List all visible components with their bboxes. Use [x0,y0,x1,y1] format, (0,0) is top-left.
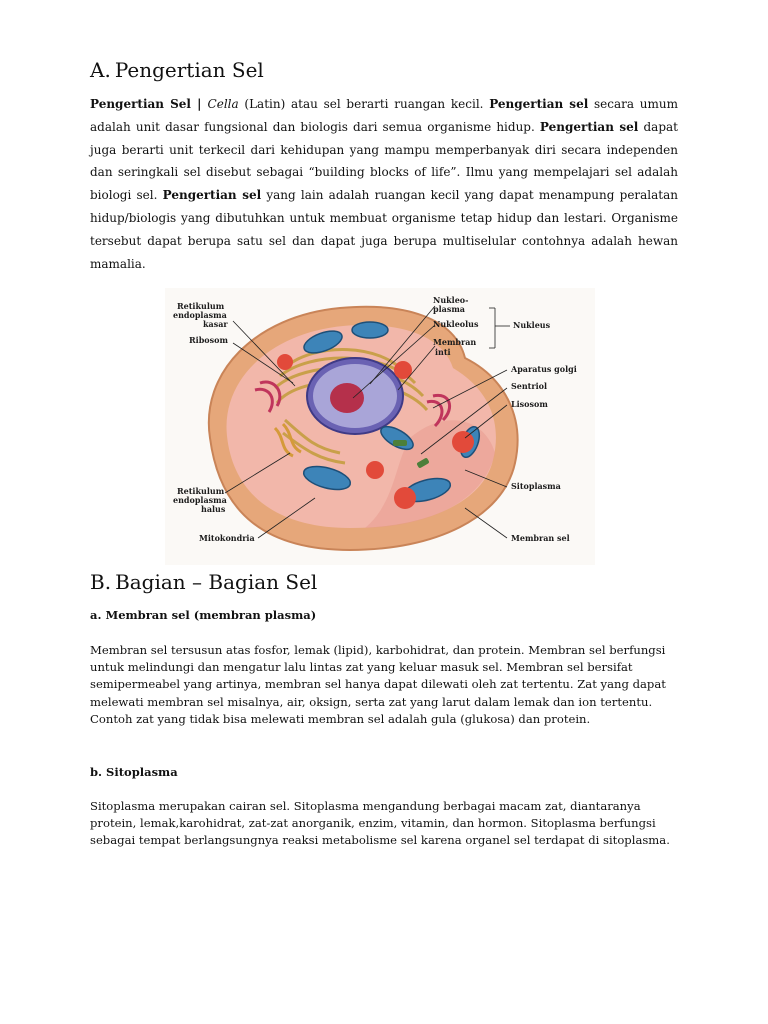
label-nukleolus: Nukleolus [433,319,479,329]
para-italic-cella: Cella [207,97,239,111]
section-a-title: Pengertian Sel [114,58,264,82]
label-sitoplasma: Sitoplasma [511,481,561,491]
subheading-membran-sel: a. Membran sel (membran plasma) [90,608,317,622]
para-bold-3: Pengertian sel [539,119,639,134]
section-a-paragraph [90,93,678,275]
label-nukleoplasma-1: Nukleo- [433,295,469,305]
label-ser-3: halus [201,504,226,514]
section-a-number: A. [90,58,111,82]
para-bold-4: Pengertian sel [162,188,262,203]
label-nukleus: Nukleus [513,320,551,330]
section-b-number: B. [90,570,112,594]
paragraph-membran-sel: Membran sel tersusun atas fosfor, lemak (lipid), karbohidrat, dan protein. Membran sel berfungsi untuk melindungi dan mengatur lalu lintas zat yang keluar masuk sel. Membran sel bersifat semipermeabel yang artinya, membran sel hanya dapat dilewati oleh zat tertentu. Zat yang dapat melewati membran sel misalnya, air, oksign, serta zat yang larut dalam lemak dan ion tertentu. Contoh zat yang tidak bisa melewati membran sel adalah gula (glukosa) dan protein. [90,643,666,726]
animal-cell-svg [165,288,595,565]
label-ser-2: endoplasma [173,495,227,505]
para-bold-1: Pengertian Sel | [90,97,208,111]
paragraph-sitoplasma: Sitoplasma merupakan cairan sel. Sitoplasma mengandung berbagai macam zat, diantaranya protein, lemak,karohidrat, zat-zat anorganik, enzim, vitamin, dan hormon. Sitoplasma berfungsi sebagai tempat berlangsungnya reaksi metabolisme sel karena organel sel terdapat di sitoplasma. [90,799,670,848]
label-ser-1: Retikulum [177,486,225,496]
para-text-1: (Latin) atau sel berarti ruangan kecil. [238,97,490,111]
label-rer-1: Retikulum [177,301,225,311]
label-sentriol: Sentriol [511,381,548,391]
label-membran-inti-1: Membran [433,337,477,347]
para-bold-2: Pengertian sel [489,97,589,111]
label-membran-inti-2: inti [435,347,451,357]
para-text-2: secara umum adalah unit dasar fungsional dan biologis dari semua organisme hidup. [90,97,678,134]
para-text-4: yang lain adalah ruangan kecil yang dapat menampung peralatan hidup/biologis yang dibutuhkan untuk membuat organisme tetap hidup dan lestari. Organisme tersebut dapat berupa satu sel dan dapat juga berupa multiselular contohnya adalah hewan mamalia. [90,188,679,271]
animal-cell-diagram [165,288,595,565]
label-rer-2: endoplasma [173,310,227,320]
section-b-title: Bagian – Bagian Sel [115,570,318,594]
section-a-heading [90,58,264,82]
label-rer-3: kasar [203,319,228,329]
label-mitokondria: Mitokondria [199,533,255,543]
section-b-heading [90,570,317,594]
label-golgi: Aparatus golgi [511,364,577,374]
label-membran-sel: Membran sel [511,533,570,543]
label-ribosom: Ribosom [189,335,228,345]
label-nukleoplasma-2: plasma [433,304,465,314]
label-lisosom: Lisosom [511,399,548,409]
para-text-3: dapat juga berarti unit terkecil dari kehidupan yang mampu memperbanyak diri secara independen dan seringkali sel disebut sebagai “building blocks of life”. Ilmu yang mempelajari sel adalah biologi sel. [90,119,678,203]
subheading-sitoplasma: b. Sitoplasma [90,765,178,779]
